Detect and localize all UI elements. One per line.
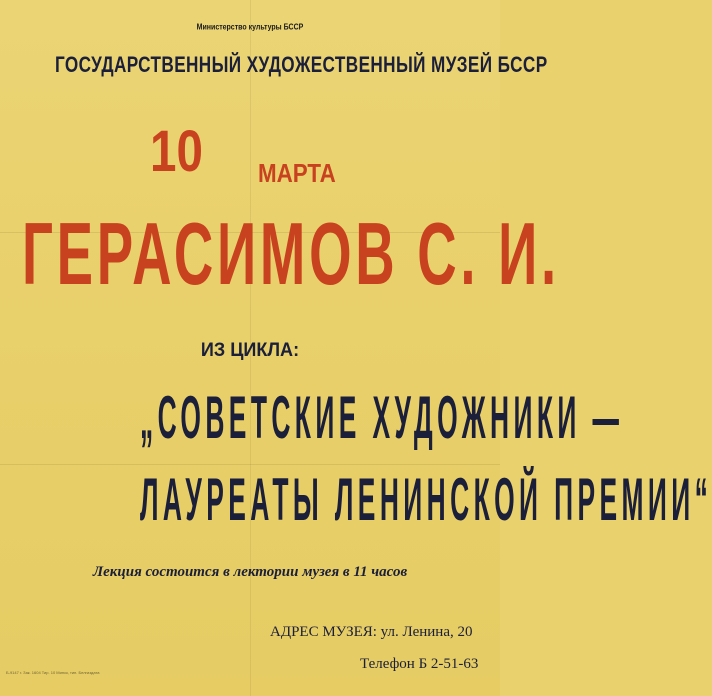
date-day: 10 bbox=[150, 119, 203, 184]
museum-title: ГОСУДАРСТВЕННЫЙ ХУДОЖЕСТВЕННЫЙ МУЗЕЙ БССР bbox=[55, 52, 548, 77]
museum-phone: Телефон Б 2-51-63 bbox=[360, 656, 479, 672]
museum-address: АДРЕС МУЗЕЯ: ул. Ленина, 20 bbox=[270, 624, 473, 640]
cycle-title-line-1: „СОВЕТСКИЕ ХУДОЖНИКИ — bbox=[140, 384, 624, 451]
ministry-line: Министерство культуры БССР bbox=[196, 23, 304, 32]
date-month: МАРТА bbox=[258, 158, 336, 188]
cycle-intro: ИЗ ЦИКЛА: bbox=[200, 340, 300, 361]
cycle-title-line-2: ЛАУРЕАТЫ ЛЕНИНСКОЙ ПРЕМИИ“ bbox=[140, 466, 712, 533]
artist-name: ГЕРАСИМОВ С. И. bbox=[22, 204, 560, 303]
print-imprint: Б-9147 г. Зак. 1604 Тир. 10 Минск, тип. Белгиздата bbox=[6, 670, 100, 675]
lecture-info: Лекция состоится в лектории музея в 11 часов bbox=[92, 564, 408, 580]
